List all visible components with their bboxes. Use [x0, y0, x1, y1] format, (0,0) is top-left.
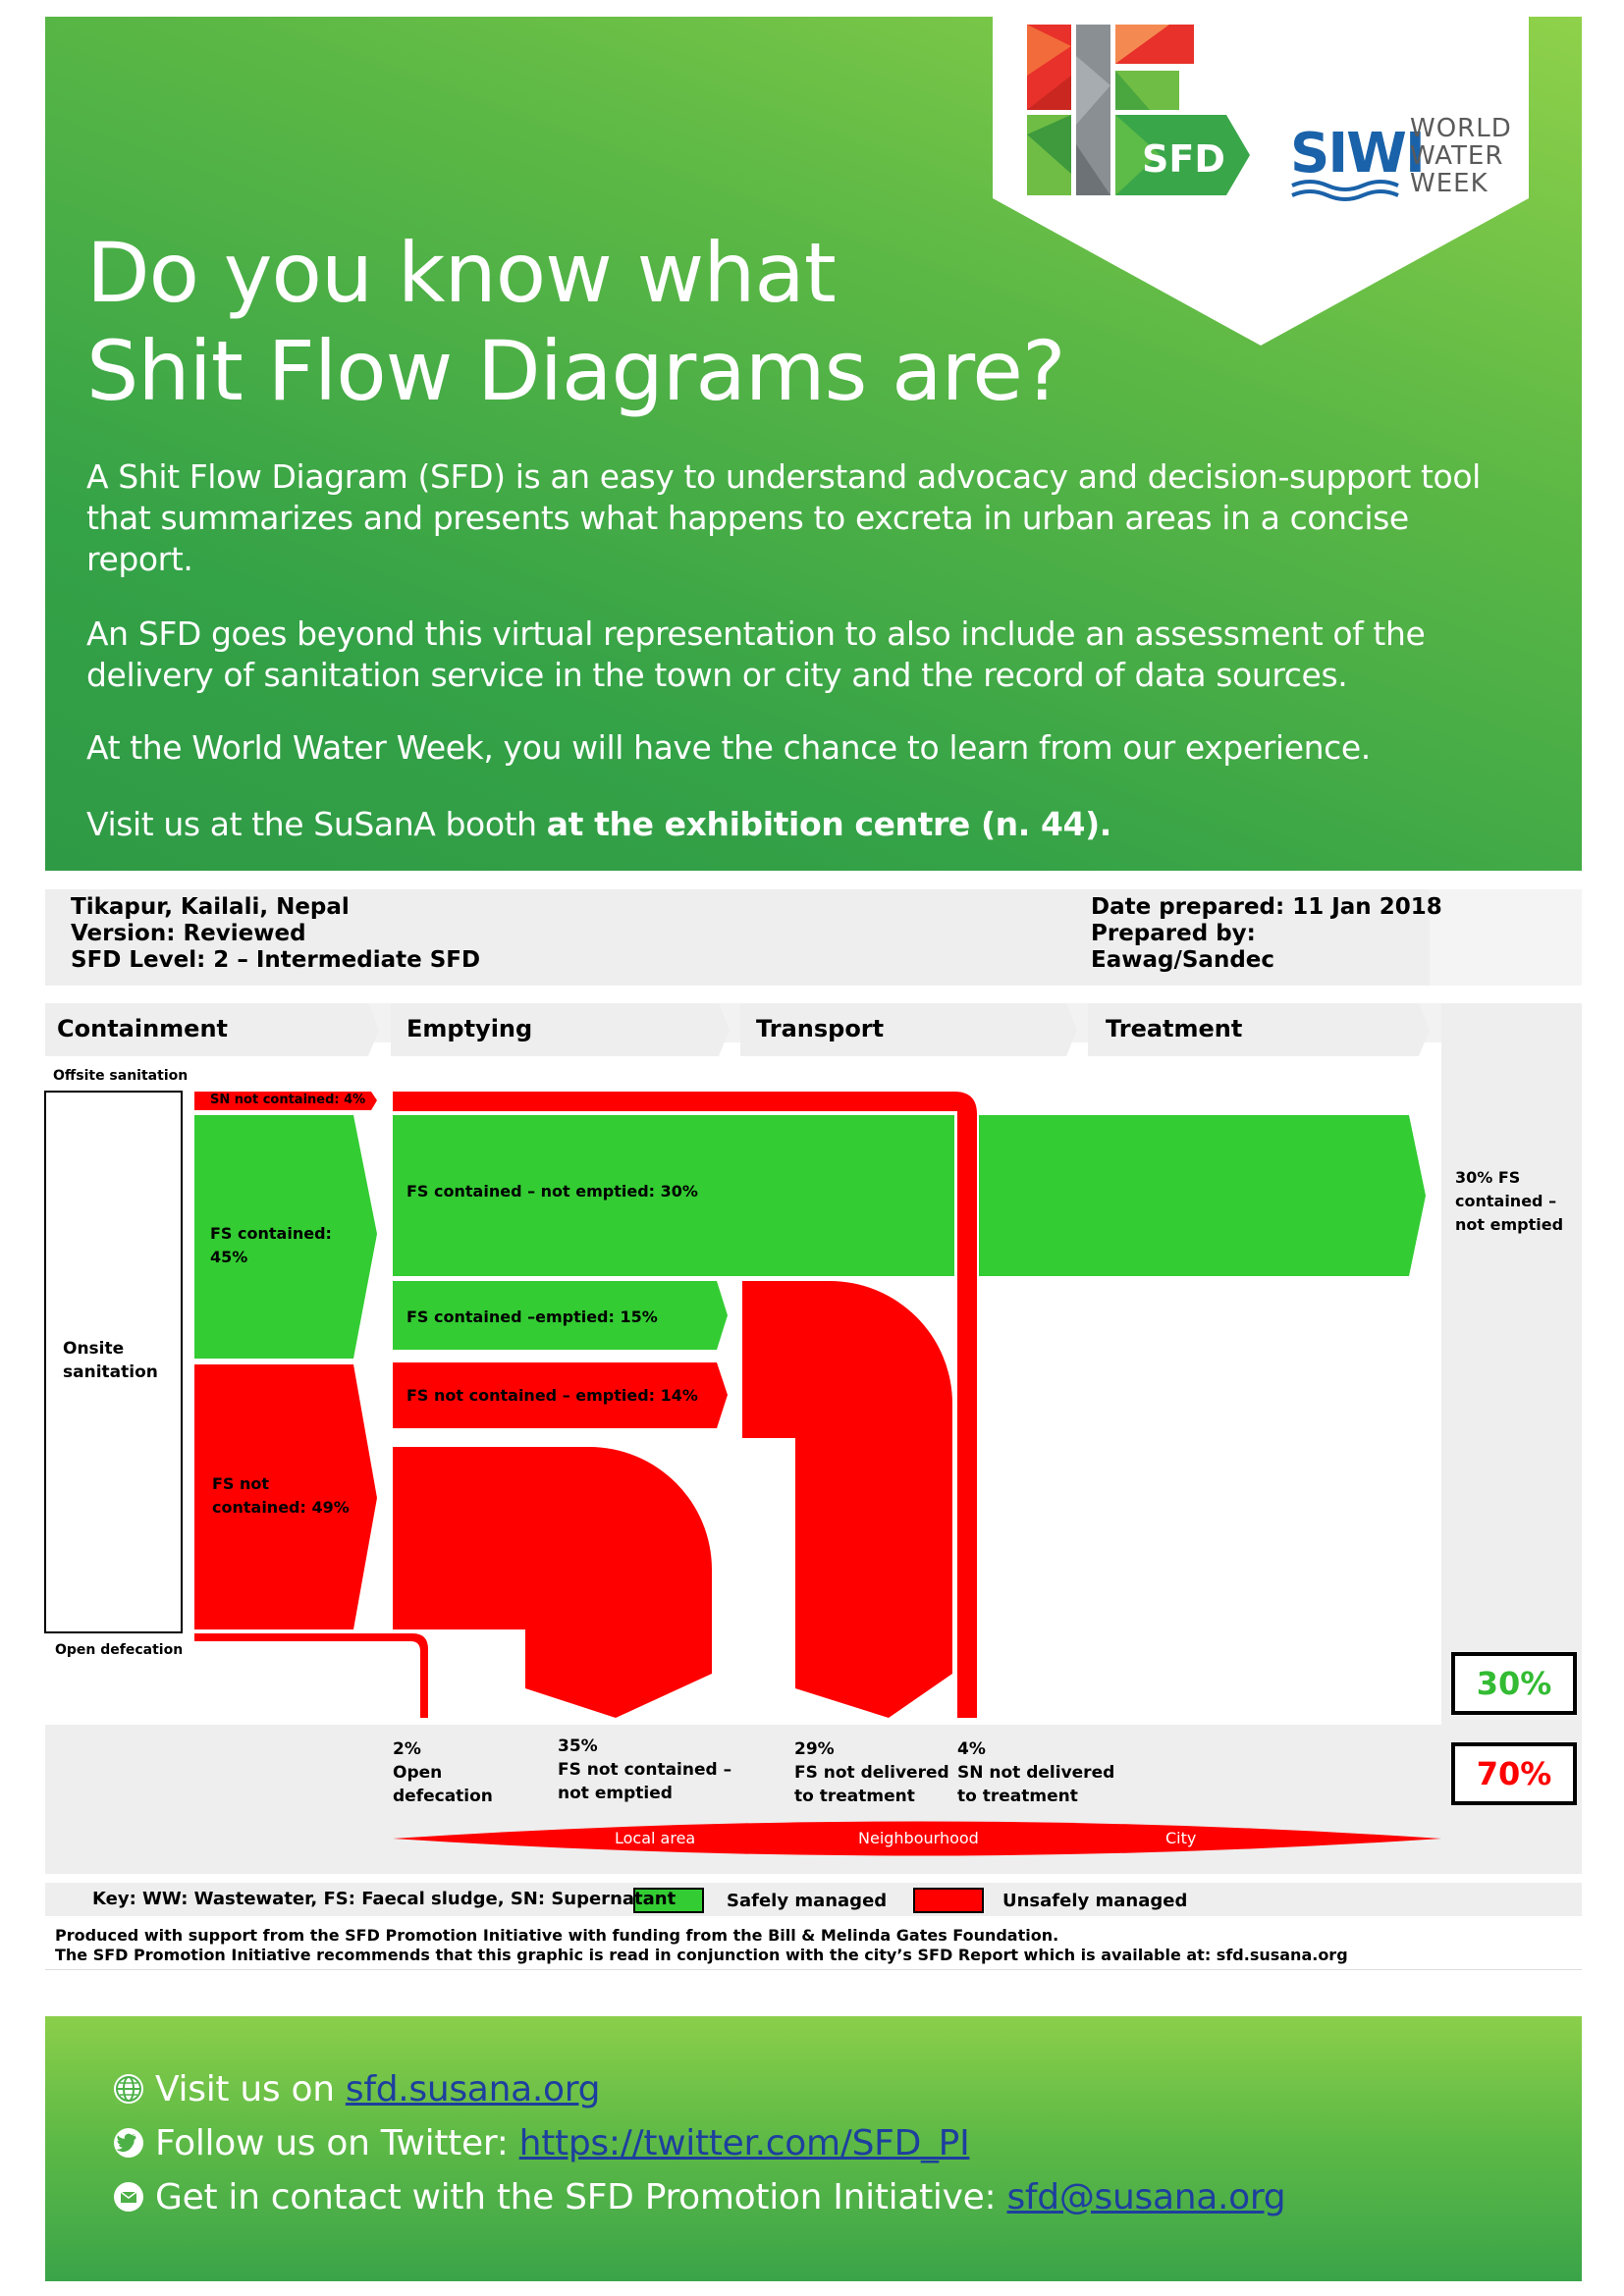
fs-contained-line-1: FS contained: [210, 1224, 332, 1243]
label-offsite-sanitation: Offsite sanitation [53, 1068, 189, 1084]
label-open-defecation: Open defecation [55, 1642, 184, 1658]
safe-total-box: 30% [1451, 1652, 1577, 1715]
onsite-line-1: Onsite [63, 1339, 125, 1359]
label-sn-not-contained: SN not contained: 4% [210, 1093, 366, 1107]
stage-containment: Containment [57, 1015, 229, 1042]
onsite-line-2: sanitation [63, 1362, 158, 1382]
label-result [1455, 1166, 1563, 1237]
booth-prefix: Visit us at the SuSanA booth [86, 805, 547, 843]
sfd-preparer: Eawag/Sandec [1091, 947, 1275, 973]
twitter-link[interactable]: https://twitter.com/SFD_PI [518, 2123, 970, 2163]
label-onsite-sanitation [63, 1337, 158, 1384]
envelope-icon [114, 2182, 143, 2212]
result-line-3: not emptied [1455, 1215, 1564, 1234]
key-legend-text: Key: WW: Wastewater, FS: Faecal sludge, SN: Supernatant [92, 1889, 677, 1909]
visit-prefix: Visit us on [155, 2069, 346, 2109]
sfd-level: SFD Level: 2 – Intermediate SFD [71, 947, 481, 973]
snnd-line-2: to treatment [957, 1787, 1078, 1806]
twitter-icon [114, 2128, 143, 2158]
siwi-logo-text: SIWI [1290, 122, 1424, 186]
label-fs-not-contained [212, 1472, 350, 1520]
stage-treatment: Treatment [1106, 1015, 1243, 1042]
title-line-1: Do you know what [86, 225, 836, 321]
fs-contained-line-2: 45% [210, 1248, 248, 1266]
visit-link[interactable]: sfd.susana.org [345, 2069, 601, 2109]
outcome-fs-not-delivered [794, 1737, 949, 1808]
twitter-prefix: Follow us on Twitter: [155, 2123, 519, 2163]
snnd-line-1: SN not delivered [957, 1763, 1115, 1783]
fs-not-contained-line-2: contained: 49% [212, 1498, 350, 1517]
outcome-open-defecation [393, 1737, 493, 1808]
contact-link[interactable]: sfd@susana.org [1006, 2177, 1286, 2217]
globe-icon [114, 2074, 143, 2104]
label-fs-not-contained-emptied: FS not contained – emptied: 14% [406, 1386, 698, 1405]
label-fs-contained-not-emptied: FS contained – not emptied: 30% [406, 1182, 698, 1201]
title-line-2: Shit Flow Diagrams are? [86, 323, 1065, 419]
produced-line-2: The SFD Promotion Initiative recommends that this graphic is read in conjunction with the city’s SFD Report which is available at: sfd.susana.org [55, 1946, 1348, 1964]
produced-line-1: Produced with support from the SFD Promotion Initiative with funding from the Bill & Melinda Gates Foundation. [55, 1926, 1059, 1945]
label-fs-contained [210, 1222, 332, 1269]
sfd-prepared-by: Prepared by: [1091, 921, 1256, 946]
flow-to-result [979, 1115, 1426, 1276]
label-fs-contained-emptied: FS contained –emptied: 15% [406, 1308, 658, 1326]
key-unsafe-label: Unsafely managed [1002, 1891, 1188, 1911]
fs-not-contained-line-1: FS not [212, 1474, 270, 1493]
scale-local-area: Local area [615, 1829, 696, 1847]
unsafe-total-box: 70% [1451, 1742, 1577, 1805]
www-line1: WORLD [1410, 114, 1512, 143]
outcome-sn-not-delivered [957, 1737, 1114, 1808]
flow-fs-not-contained-not-emptied [393, 1447, 712, 1718]
sfd-date: Date prepared: 11 Jan 2018 [1091, 894, 1442, 920]
snnd-pct: 4% [957, 1739, 986, 1759]
key-safe-label: Safely managed [727, 1891, 888, 1911]
od-line-1: Open [393, 1763, 443, 1783]
stage-transport: Transport [756, 1015, 885, 1042]
stage-emptying: Emptying [406, 1015, 533, 1042]
fsnc-pct: 35% [558, 1736, 598, 1756]
world-water-week-paragraph: At the World Water Week, you will have the chance to learn from our experience. [86, 728, 1371, 767]
result-column [1441, 1003, 1582, 1725]
flow-fs-not-delivered [742, 1281, 952, 1718]
scale-city: City [1165, 1829, 1197, 1847]
fsnc-line-1: FS not contained – [558, 1760, 732, 1780]
outcome-fs-not-contained-not-emptied [558, 1735, 731, 1805]
contact-prefix: Get in contact with the SFD Promotion Initiative: [155, 2177, 1007, 2217]
divider [45, 1969, 1582, 1970]
pipe-open-defecation [194, 1633, 428, 1718]
fsnc-line-2: not emptied [558, 1784, 673, 1803]
www-line3: WEEK [1410, 169, 1489, 198]
booth-location: at the exhibition centre (n. 44). [546, 805, 1111, 843]
od-pct: 2% [393, 1739, 421, 1759]
beyond-paragraph: An SFD goes beyond this virtual representation to also include an assessment of the delivery of sanitation service in the town or city and the record of data sources. [86, 614, 1426, 694]
sfd-version: Version: Reviewed [71, 921, 306, 946]
od-line-2: defecation [393, 1787, 493, 1806]
fsnd-pct: 29% [794, 1739, 835, 1759]
scale-neighbourhood: Neighbourhood [858, 1829, 979, 1847]
footer-visit-line [114, 2069, 600, 2109]
intro-paragraph: A Shit Flow Diagram (SFD) is an easy to understand advocacy and decision-support tool that summarizes and presents what happens to excreta in urban areas in a concise report. [86, 457, 1481, 578]
sfd-logo-text: SFD [1142, 137, 1225, 181]
result-line-2: contained – [1455, 1192, 1557, 1210]
fsnd-line-1: FS not delivered [794, 1763, 949, 1783]
result-line-1: 30% FS [1455, 1168, 1521, 1187]
www-line2: WATER [1410, 141, 1504, 171]
footer-twitter-line [114, 2123, 969, 2163]
footer-contact-line [114, 2177, 1285, 2217]
fsnd-line-2: to treatment [794, 1787, 915, 1806]
key-unsafe-swatch [914, 1889, 983, 1912]
sfd-city: Tikapur, Kailali, Nepal [71, 894, 350, 920]
